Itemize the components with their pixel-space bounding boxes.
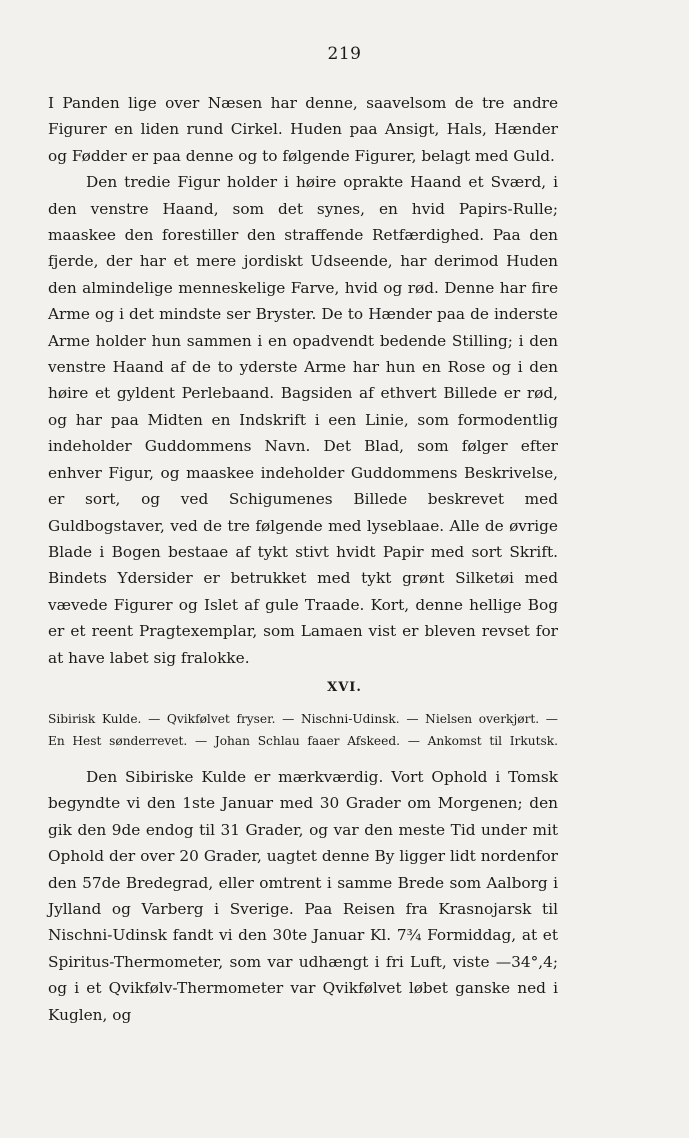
chapter-summary (48, 708, 558, 752)
page-number: 219 (327, 44, 362, 64)
paragraph: Den tredie Figur holder i høire oprakte Haand et Sværd, i den venstre Haand, som det synes, en hvid Papirs-Rulle; maaskee den forestiller den straffende Retfærdighed. Paa den fjerde, der har et mere jordiskt Udseende, har derimod Huden den almindelige menneskelige Farve, hvid og rød. Denne har fire Arme og i det mindste ser Bryster. De to Hænder paa de inderste Arme holder hun sammen i en opadvendt bedende Stilling; i den venstre Haand af de to yderste Arme har hun en Rose og i den høire et gyldent Perlebaand. Bagsiden af ethvert Billede er rød, og har paa Midten en Indskrift i een Linie, som formodentlig indeholder Guddommens Navn. Det Blad, som følger efter enhver Figur, og maaskee indeholder Guddommens Beskrivelse, er sort, og ved Schigumenes Billede beskrevet med Guldbogstaver, ved de tre følgende med lyseblaae. Alle de øvrige Blade i Bogen bestaae af tykt stivt hvidt Papir med sort Skrift. Bindets Ydersider er betrukket med tykt grønt Silketøi med vævede Figurer og Islet af gule Traade. Kort, denne hellige Bog er et reent Pragtexemplar, som Lamaen vist er bleven revset for at have labet sig fralokke. (48, 173, 558, 667)
text-block-bottom (48, 764, 558, 1028)
summary-line: Sibirisk Kulde. — Qvikfølvet fryser. — Nischni-Udinsk. — Nielsen overkjørt. — (48, 712, 558, 726)
paragraph: I Panden lige over Næsen har denne, saavelsom de tre andre Figurer en liden rund Cirkel. Huden paa Ansigt, Hals, Hænder og Fødder er paa denne og to følgende Figurer, belagt med Guld. (48, 94, 558, 165)
summary-line: En Hest sønderrevet. — Johan Schlau faaer Afskeed. — Ankomst til Irkutsk. (48, 734, 558, 748)
chapter-number: XVI. (327, 680, 362, 695)
paragraph: Den Sibiriske Kulde er mærkværdig. Vort Ophold i Tomsk begyndte vi den 1ste Januar med 30 Grader om Morgenen; den gik den 9de endog til 31 Grader, og var den meste Tid under mit Ophold der over 20 Grader, uagtet denne By ligger lidt nordenfor den 57de Bredegrad, eller omtrent i samme Brede som Aalborg i Jylland og Varberg i Sverige. Paa Reisen fra Krasnojarsk til Nischni-Udinsk fandt vi den 30te Januar Kl. 7¾ Formiddag, at et Spiritus-Thermometer, som var udhængt i fri Luft, viste —34°,4; og i et Qvikfølv-Thermometer var Qvikfølvet løbet ganske ned i Kuglen, og (48, 768, 558, 1024)
text-block-top (48, 90, 558, 671)
